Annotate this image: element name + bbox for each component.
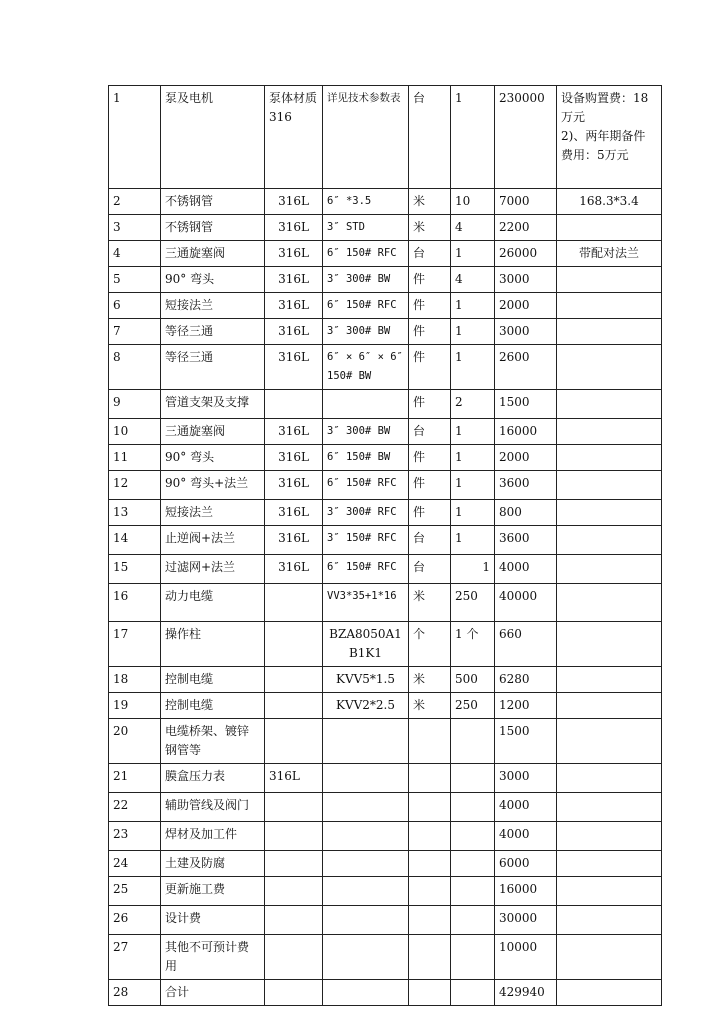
cell-remark: 设备购置费：18万元 2)、两年期备件费用：5万元 bbox=[557, 86, 662, 189]
cell-material bbox=[265, 822, 323, 851]
cell-name: 电缆桥架、镀锌钢管等 bbox=[161, 719, 265, 764]
cell-price: 6280 bbox=[495, 667, 557, 693]
cell-material: 316L bbox=[265, 471, 323, 500]
cell-price: 1500 bbox=[495, 390, 557, 419]
cell-material: 316L bbox=[265, 419, 323, 445]
table-row bbox=[109, 419, 662, 445]
cell-no: 26 bbox=[109, 906, 161, 935]
cell-no: 27 bbox=[109, 935, 161, 980]
cell-remark bbox=[557, 215, 662, 241]
cell-price: 6000 bbox=[495, 851, 557, 877]
table-row bbox=[109, 189, 662, 215]
cell-spec: 详见技术参数表 bbox=[323, 86, 409, 189]
cell-qty: 1 bbox=[451, 86, 495, 189]
cell-qty: 1 bbox=[451, 471, 495, 500]
cell-name: 泵及电机 bbox=[161, 86, 265, 189]
cell-unit: 件 bbox=[409, 293, 451, 319]
cell-material bbox=[265, 877, 323, 906]
cell-material: 316L bbox=[265, 445, 323, 471]
cell-material: 316L bbox=[265, 764, 323, 793]
cell-no: 17 bbox=[109, 622, 161, 667]
cell-spec: 6″ 150# RFC bbox=[323, 471, 409, 500]
cell-qty: 1 bbox=[451, 345, 495, 390]
cell-name: 90° 弯头+法兰 bbox=[161, 471, 265, 500]
cell-no: 14 bbox=[109, 526, 161, 555]
cell-qty: 10 bbox=[451, 189, 495, 215]
cell-unit bbox=[409, 719, 451, 764]
cell-name: 不锈钢管 bbox=[161, 189, 265, 215]
cell-material bbox=[265, 980, 323, 1006]
cell-spec: 3″ 300# RFC bbox=[323, 500, 409, 526]
cell-remark bbox=[557, 390, 662, 419]
cell-material: 316L bbox=[265, 345, 323, 390]
table-row bbox=[109, 345, 662, 390]
cell-no: 28 bbox=[109, 980, 161, 1006]
cell-name: 辅助管线及阀门 bbox=[161, 793, 265, 822]
cell-remark bbox=[557, 793, 662, 822]
cell-spec bbox=[323, 719, 409, 764]
table-row bbox=[109, 319, 662, 345]
cell-name: 焊材及加工件 bbox=[161, 822, 265, 851]
cell-remark bbox=[557, 445, 662, 471]
cell-name: 等径三通 bbox=[161, 345, 265, 390]
table-row bbox=[109, 555, 662, 584]
cell-qty: 1 个 bbox=[451, 622, 495, 667]
cell-material: 316L bbox=[265, 555, 323, 584]
cell-material: 316L bbox=[265, 526, 323, 555]
cell-name: 其他不可预计费用 bbox=[161, 935, 265, 980]
cell-spec bbox=[323, 390, 409, 419]
cell-unit: 台 bbox=[409, 526, 451, 555]
table-row bbox=[109, 822, 662, 851]
cell-remark bbox=[557, 877, 662, 906]
cell-qty: 1 bbox=[451, 419, 495, 445]
cell-remark bbox=[557, 267, 662, 293]
cell-no: 24 bbox=[109, 851, 161, 877]
cell-name: 等径三通 bbox=[161, 319, 265, 345]
cell-material bbox=[265, 906, 323, 935]
cell-remark bbox=[557, 980, 662, 1006]
cell-qty: 1 bbox=[451, 319, 495, 345]
cell-qty bbox=[451, 764, 495, 793]
cell-price: 16000 bbox=[495, 419, 557, 445]
cell-material bbox=[265, 793, 323, 822]
table-row bbox=[109, 877, 662, 906]
cell-remark bbox=[557, 906, 662, 935]
cell-unit: 台 bbox=[409, 86, 451, 189]
cell-price: 30000 bbox=[495, 906, 557, 935]
cell-unit: 米 bbox=[409, 189, 451, 215]
cell-price: 40000 bbox=[495, 584, 557, 622]
cell-unit: 件 bbox=[409, 390, 451, 419]
cell-no: 12 bbox=[109, 471, 161, 500]
cell-spec: 6″ 150# RFC bbox=[323, 241, 409, 267]
cell-spec: VV3*35+1*16 bbox=[323, 584, 409, 622]
cell-name: 不锈钢管 bbox=[161, 215, 265, 241]
cell-name: 设计费 bbox=[161, 906, 265, 935]
table-row bbox=[109, 471, 662, 500]
cell-material: 泵体材质316 bbox=[265, 86, 323, 189]
cell-unit: 米 bbox=[409, 584, 451, 622]
table-row bbox=[109, 622, 662, 667]
cell-unit bbox=[409, 851, 451, 877]
cell-name: 动力电缆 bbox=[161, 584, 265, 622]
cell-no: 19 bbox=[109, 693, 161, 719]
cell-price: 660 bbox=[495, 622, 557, 667]
cell-unit: 米 bbox=[409, 693, 451, 719]
cell-material bbox=[265, 935, 323, 980]
table-row bbox=[109, 584, 662, 622]
cell-price: 2600 bbox=[495, 345, 557, 390]
cell-spec bbox=[323, 935, 409, 980]
cell-no: 7 bbox=[109, 319, 161, 345]
cell-name: 控制电缆 bbox=[161, 667, 265, 693]
cell-remark bbox=[557, 555, 662, 584]
cell-name: 过滤网+法兰 bbox=[161, 555, 265, 584]
cell-name: 三通旋塞阀 bbox=[161, 419, 265, 445]
cell-name: 更新施工费 bbox=[161, 877, 265, 906]
cell-spec bbox=[323, 877, 409, 906]
cell-remark bbox=[557, 471, 662, 500]
cell-qty bbox=[451, 935, 495, 980]
cell-material: 316L bbox=[265, 215, 323, 241]
cell-no: 5 bbox=[109, 267, 161, 293]
cell-price: 4000 bbox=[495, 793, 557, 822]
cell-unit: 件 bbox=[409, 445, 451, 471]
cell-no: 13 bbox=[109, 500, 161, 526]
cell-price: 16000 bbox=[495, 877, 557, 906]
cell-unit bbox=[409, 822, 451, 851]
cell-no: 1 bbox=[109, 86, 161, 189]
cell-unit: 台 bbox=[409, 555, 451, 584]
table-row bbox=[109, 980, 662, 1006]
cell-no: 16 bbox=[109, 584, 161, 622]
cell-spec: 6″ 150# RFC bbox=[323, 293, 409, 319]
cell-name: 止逆阀+法兰 bbox=[161, 526, 265, 555]
cell-price: 3600 bbox=[495, 526, 557, 555]
cell-no: 18 bbox=[109, 667, 161, 693]
cell-material bbox=[265, 390, 323, 419]
cell-no: 22 bbox=[109, 793, 161, 822]
table-row bbox=[109, 293, 662, 319]
cell-unit bbox=[409, 906, 451, 935]
cell-no: 25 bbox=[109, 877, 161, 906]
cell-material bbox=[265, 667, 323, 693]
cell-name: 控制电缆 bbox=[161, 693, 265, 719]
equipment-cost-table bbox=[108, 85, 662, 1006]
cell-price: 1200 bbox=[495, 693, 557, 719]
cell-spec: KVV5*1.5 bbox=[323, 667, 409, 693]
table-row bbox=[109, 719, 662, 764]
cell-qty: 1 bbox=[451, 555, 495, 584]
cell-material bbox=[265, 622, 323, 667]
cell-qty: 1 bbox=[451, 500, 495, 526]
cell-remark bbox=[557, 500, 662, 526]
cell-qty: 4 bbox=[451, 215, 495, 241]
cell-price: 4000 bbox=[495, 822, 557, 851]
cell-name: 90° 弯头 bbox=[161, 445, 265, 471]
cell-name: 短接法兰 bbox=[161, 500, 265, 526]
cell-no: 3 bbox=[109, 215, 161, 241]
cell-qty bbox=[451, 906, 495, 935]
cell-price: 2000 bbox=[495, 445, 557, 471]
cell-price: 3000 bbox=[495, 267, 557, 293]
cell-spec bbox=[323, 764, 409, 793]
cell-qty: 1 bbox=[451, 445, 495, 471]
cell-qty bbox=[451, 980, 495, 1006]
cell-qty: 250 bbox=[451, 693, 495, 719]
cell-name: 土建及防腐 bbox=[161, 851, 265, 877]
cell-material: 316L bbox=[265, 267, 323, 293]
cell-spec: 3″ STD bbox=[323, 215, 409, 241]
cell-spec: 6″ 150# BW bbox=[323, 445, 409, 471]
cell-material: 316L bbox=[265, 241, 323, 267]
table-row bbox=[109, 500, 662, 526]
cell-unit bbox=[409, 877, 451, 906]
cell-material: 316L bbox=[265, 319, 323, 345]
cell-no: 10 bbox=[109, 419, 161, 445]
cell-unit: 件 bbox=[409, 500, 451, 526]
cell-price: 4000 bbox=[495, 555, 557, 584]
cell-no: 23 bbox=[109, 822, 161, 851]
cell-unit: 米 bbox=[409, 215, 451, 241]
cell-unit: 台 bbox=[409, 241, 451, 267]
table-row bbox=[109, 241, 662, 267]
cell-spec: 3″ 300# BW bbox=[323, 267, 409, 293]
cell-no: 2 bbox=[109, 189, 161, 215]
cell-spec: KVV2*2.5 bbox=[323, 693, 409, 719]
cell-spec bbox=[323, 851, 409, 877]
cell-qty: 4 bbox=[451, 267, 495, 293]
cell-unit: 件 bbox=[409, 267, 451, 293]
cell-material bbox=[265, 851, 323, 877]
cell-price: 3600 bbox=[495, 471, 557, 500]
cell-unit: 台 bbox=[409, 419, 451, 445]
cell-spec: 6″ 150# RFC bbox=[323, 555, 409, 584]
cell-remark bbox=[557, 851, 662, 877]
cell-name: 90° 弯头 bbox=[161, 267, 265, 293]
cell-remark: 带配对法兰 bbox=[557, 241, 662, 267]
cell-unit: 件 bbox=[409, 345, 451, 390]
table-row bbox=[109, 693, 662, 719]
cell-remark bbox=[557, 319, 662, 345]
cell-material: 316L bbox=[265, 189, 323, 215]
cell-no: 11 bbox=[109, 445, 161, 471]
cell-price: 3000 bbox=[495, 319, 557, 345]
cell-spec: 6″ × 6″ × 6″ 150# BW bbox=[323, 345, 409, 390]
cell-no: 6 bbox=[109, 293, 161, 319]
cell-remark bbox=[557, 822, 662, 851]
cell-spec: 3″ 300# BW bbox=[323, 419, 409, 445]
cell-qty bbox=[451, 851, 495, 877]
cell-price: 10000 bbox=[495, 935, 557, 980]
cell-name: 短接法兰 bbox=[161, 293, 265, 319]
cell-unit: 米 bbox=[409, 667, 451, 693]
cell-remark bbox=[557, 622, 662, 667]
cell-qty: 500 bbox=[451, 667, 495, 693]
cell-name: 操作柱 bbox=[161, 622, 265, 667]
cell-price: 26000 bbox=[495, 241, 557, 267]
cell-name: 合计 bbox=[161, 980, 265, 1006]
cell-qty: 1 bbox=[451, 526, 495, 555]
cell-unit: 个 bbox=[409, 622, 451, 667]
table-row bbox=[109, 267, 662, 293]
table-row bbox=[109, 390, 662, 419]
cell-material bbox=[265, 693, 323, 719]
cell-qty: 250 bbox=[451, 584, 495, 622]
cell-price: 2200 bbox=[495, 215, 557, 241]
cell-unit bbox=[409, 980, 451, 1006]
cell-remark bbox=[557, 935, 662, 980]
cell-spec bbox=[323, 906, 409, 935]
cell-name: 管道支架及支撑 bbox=[161, 390, 265, 419]
cell-no: 15 bbox=[109, 555, 161, 584]
cell-qty bbox=[451, 719, 495, 764]
cell-unit: 件 bbox=[409, 471, 451, 500]
cell-qty bbox=[451, 877, 495, 906]
table-row bbox=[109, 667, 662, 693]
cell-material bbox=[265, 584, 323, 622]
table-row bbox=[109, 445, 662, 471]
cell-remark bbox=[557, 667, 662, 693]
cell-material bbox=[265, 719, 323, 764]
cell-spec bbox=[323, 980, 409, 1006]
table-row bbox=[109, 935, 662, 980]
cell-remark bbox=[557, 584, 662, 622]
table-row bbox=[109, 86, 662, 189]
cell-no: 20 bbox=[109, 719, 161, 764]
cell-no: 8 bbox=[109, 345, 161, 390]
cell-name: 三通旋塞阀 bbox=[161, 241, 265, 267]
cell-unit: 件 bbox=[409, 319, 451, 345]
table-row bbox=[109, 906, 662, 935]
cell-spec: 3″ 150# RFC bbox=[323, 526, 409, 555]
table-row bbox=[109, 526, 662, 555]
cell-qty bbox=[451, 822, 495, 851]
cell-price: 800 bbox=[495, 500, 557, 526]
cell-remark bbox=[557, 345, 662, 390]
cell-qty: 1 bbox=[451, 293, 495, 319]
cell-spec: 3″ 300# BW bbox=[323, 319, 409, 345]
cell-unit bbox=[409, 935, 451, 980]
cell-price: 230000 bbox=[495, 86, 557, 189]
table-row bbox=[109, 793, 662, 822]
cell-spec bbox=[323, 822, 409, 851]
cell-unit bbox=[409, 764, 451, 793]
cell-qty: 1 bbox=[451, 241, 495, 267]
cell-price: 1500 bbox=[495, 719, 557, 764]
cell-no: 9 bbox=[109, 390, 161, 419]
cell-remark bbox=[557, 293, 662, 319]
cell-spec bbox=[323, 793, 409, 822]
cell-price: 429940 bbox=[495, 980, 557, 1006]
table-row bbox=[109, 851, 662, 877]
cell-price: 3000 bbox=[495, 764, 557, 793]
cell-material: 316L bbox=[265, 500, 323, 526]
cell-remark: 168.3*3.4 bbox=[557, 189, 662, 215]
table-row bbox=[109, 215, 662, 241]
cell-name: 膜盒压力表 bbox=[161, 764, 265, 793]
cell-remark bbox=[557, 526, 662, 555]
cell-no: 4 bbox=[109, 241, 161, 267]
cell-material: 316L bbox=[265, 293, 323, 319]
cell-remark bbox=[557, 419, 662, 445]
table-row bbox=[109, 764, 662, 793]
cell-qty bbox=[451, 793, 495, 822]
cell-remark bbox=[557, 693, 662, 719]
table-body bbox=[109, 86, 662, 1006]
cell-price: 2000 bbox=[495, 293, 557, 319]
cell-qty: 2 bbox=[451, 390, 495, 419]
cell-spec: BZA8050A1B1K1 bbox=[323, 622, 409, 667]
cell-spec: 6″ *3.5 bbox=[323, 189, 409, 215]
cell-remark bbox=[557, 764, 662, 793]
cell-unit bbox=[409, 793, 451, 822]
cell-remark bbox=[557, 719, 662, 764]
cell-price: 7000 bbox=[495, 189, 557, 215]
cell-no: 21 bbox=[109, 764, 161, 793]
